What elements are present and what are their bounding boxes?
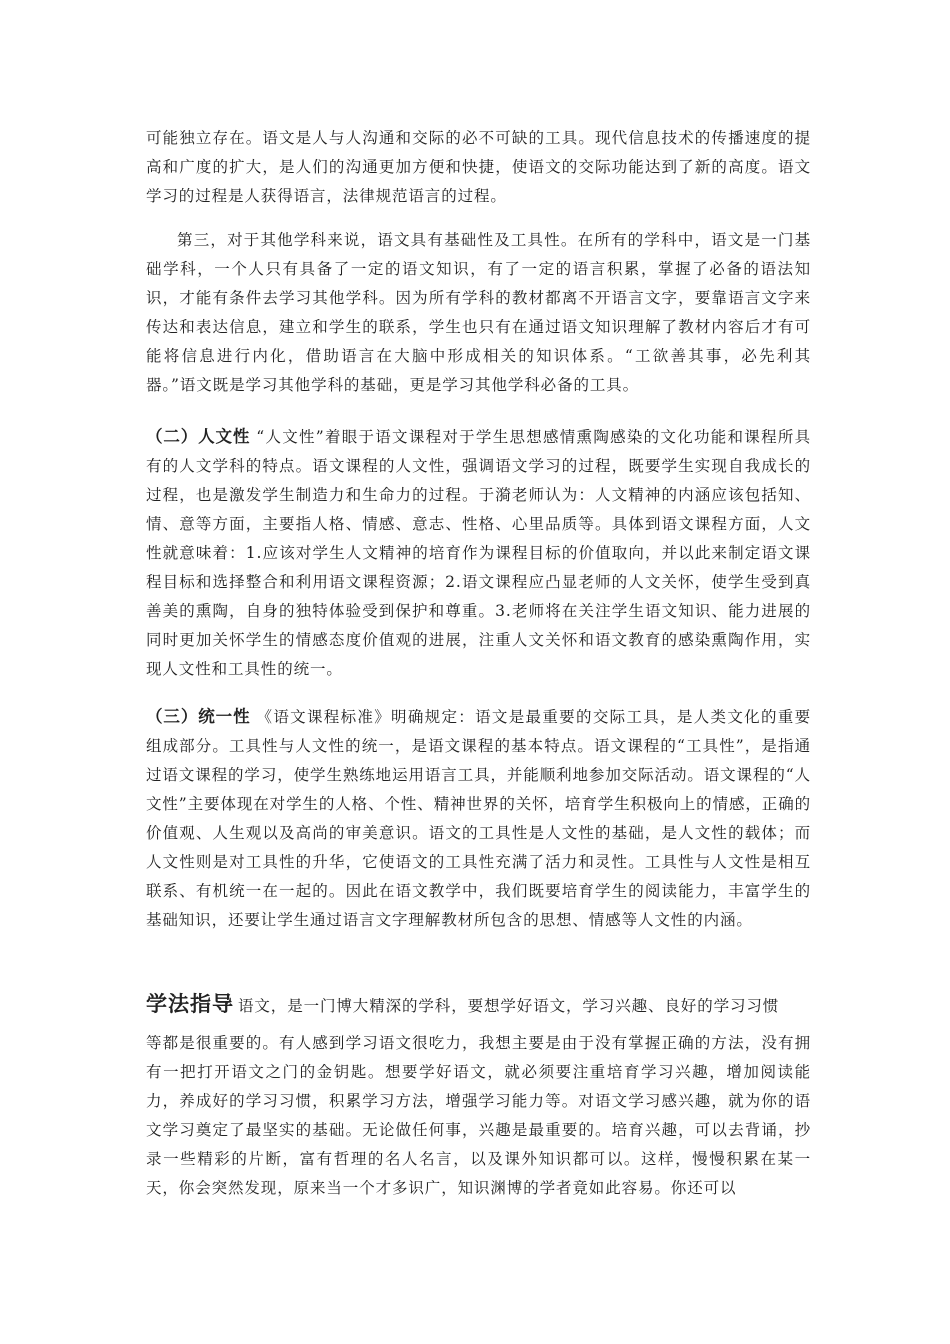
section-study-methods-first-line [146, 986, 811, 1024]
section-heading-humanistic: （二）人文性 [146, 427, 251, 446]
paragraph-text: 《语文课程标准》明确规定：语文是最重要的交际工具，是人类文化的重要组成部分。工具性与人文性的统一，是语文课程的基本特点。语文课程的“工具性”，是指通过语文课程的学习，使学生熟练地运用语言工具，并能顺利地参加交际活动。语文课程的“人文性”主要体现在对学生的人格、个性、精神世界的关怀，培育学生积极向上的情感，正确的价值观、人生观以及高尚的审美意识。语文的工具性是人文性的基础，是人文性的载体；而人文性则是对工具性的升华，它使语文的工具性充满了活力和灵性。工具性与人文性是相互联系、有机统一在一起的。因此在语文教学中，我们既要培育学生的阅读能力，丰富学生的基础知识，还要让学生通过语言文字理解教材所包含的思想、情感等人文性的内涵。 [146, 708, 812, 929]
paragraph-text: 等都是很重要的。有人感到学习语文很吃力，我想主要是由于没有掌握正确的方法，没有拥有一把打开语文之门的金钥匙。想要学好语文，就必须要注重培育学习兴趣，增加阅读能力，养成好的学习习惯，积累学习方法，增强学习能力等。对语文学习感兴趣，就为你的语文学习奠定了最坚实的基础。无论做任何事，兴趣是最重要的。培育兴趣，可以去背诵，抄录一些精彩的片断，富有哲理的名人名言，以及课外知识都可以。这样，慢慢积累在某一天，你会突然发现，原来当一个才多识广，知识渊博的学者竟如此容易。你还可以 [146, 1034, 811, 1197]
section-heading-unity: （三）统一性 [146, 707, 251, 726]
section-heading-study-methods: 学法指导 [146, 992, 234, 1016]
paragraph-text: 第三，对于其他学科来说，语文具有基础性及工具性。在所有的学科中，语文是一门基础学科，一个人只有具备了一定的语文知识，有了一定的语言积累，掌握了必备的语法知识，才能有条件去学习其他学科。因为所有学科的教材都离不开语言文字，要靠语言文字来传达和表达信息，建立和学生的联系，学生也只有在通过语文知识理解了教材内容后才有可能将信息进行内化，借助语言在大脑中形成相关的知识体系。“工欲善其事，必先利其器。”语文既是学习其他学科的基础，更是学习其他学科必备的工具。 [146, 231, 811, 394]
section-humanistic [146, 422, 811, 684]
paragraph-text: “人文性”着眼于语文课程对于学生思想感情熏陶感染的文化功能和课程所具有的人文学科的特点。语文课程的人文性，强调语文学习的过程，既要学生实现自我成长的过程，也是激发学生制造力和生命力的过程。于漪老师认为：人文精神的内涵应该包括知、情、意等方面，主要指人格、情感、意志、性格、心里品质等。具体到语文课程方面，人文性就意味着：1.应该对学生人文精神的培育作为课程目标的价值取向，并以此来制定语文课程目标和选择整合和利用语文课程资源；2.语文课程应凸显老师的人文关怀，使学生受到真善美的熏陶，自身的独特体验受到保护和尊重。3.老师将在关注学生语文知识、能力进展的同时更加关怀学生的情感态度价值观的进展，注重人文关怀和语文教育的感染熏陶作用，实现人文性和工具性的统一。 [146, 428, 812, 678]
section-unity [146, 702, 811, 935]
paragraph-text: 语文，是一门博大精深的学科，要想学好语文，学习兴趣、良好的学习习惯 [238, 997, 780, 1015]
paragraph-language-communication [146, 124, 811, 211]
section-study-methods-body [146, 1029, 811, 1203]
paragraph-text: 可能独立存在。语文是人与人沟通和交际的必不可缺的工具。现代信息技术的传播速度的提高和广度的扩大，是人们的沟通更加方便和快捷，使语文的交际功能达到了新的高度。语文学习的过程是人获得语言，法律规范语言的过程。 [146, 129, 811, 205]
paragraph-tool-foundation [146, 226, 811, 400]
